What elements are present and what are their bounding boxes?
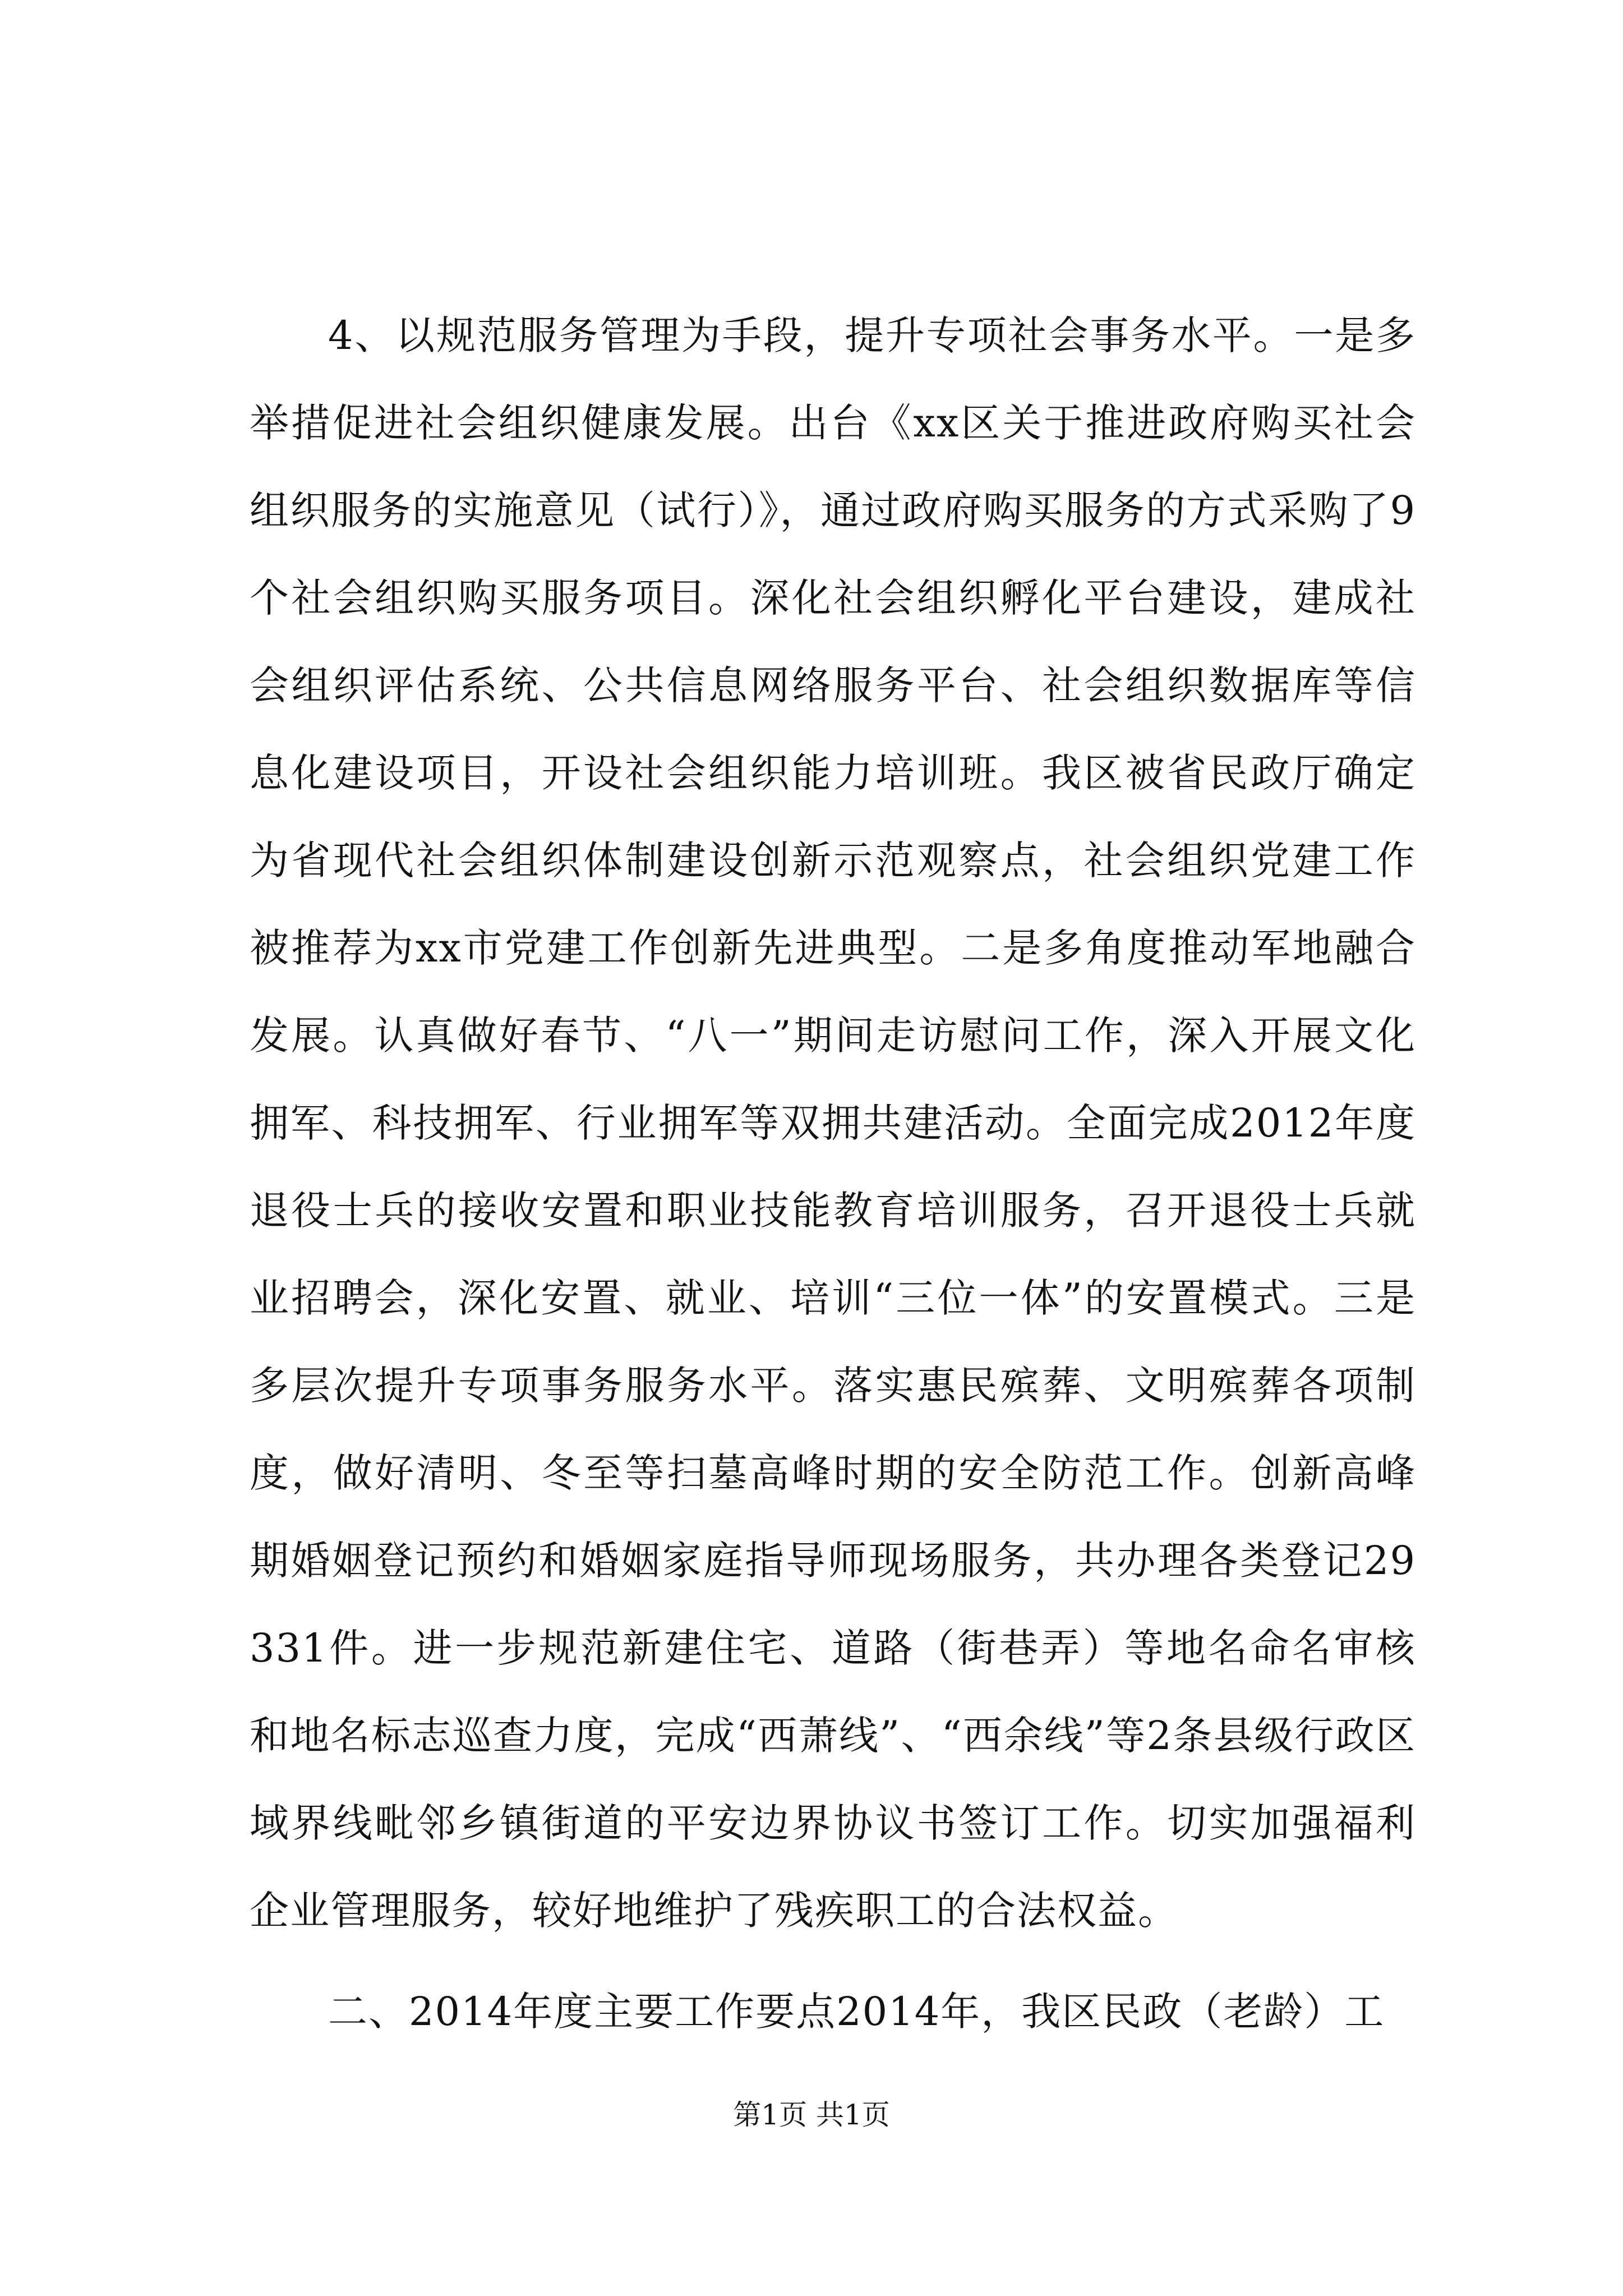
paragraph-2014-work-points: 二、2014年度主要工作要点2014年，我区民政（老龄）工 bbox=[328, 1989, 1385, 2035]
document-body bbox=[250, 292, 1416, 2055]
page-footer: 第1页 共1页 bbox=[733, 2099, 890, 2131]
paragraph-social-affairs: 4、以规范服务管理为手段，提升专项社会事务水平。一是多举措促进社会组织健康发展。出台《xx区关于推进政府购买社会组织服务的实施意见（试行）》，通过政府购买服务的方式采购了9个社会组织购买服务项目。深化社会组织孵化平台建设，建成社会组织评估系统、公共信息网络服务平台、社会组织数据库等信息化建设项目，开设社会组织能力培训班。我区被省民政厅确定为省现代社会组织体制建设创新示范观察点，社会组织党建工作被推荐为xx市党建工作创新先进典型。二是多角度推动军地融合发展。认真做好春节、“八一”期间走访慰问工作，深入开展文化拥军、科技拥军、行业拥军等双拥共建活动。全面完成2012年度退役士兵的接收安置和职业技能教育培训服务，召开退役士兵就业招聘会，深化安置、就业、培训“三位一体”的安置模式。三是多层次提升专项事务服务水平。落实惠民殡葬、文明殡葬各项制度，做好清明、冬至等扫墓高峰时期的安全防范工作。创新高峰期婚姻登记预约和婚姻家庭指导师现场服务，共办理各类登记29331件。进一步规范新建住宅、道路（街巷弄）等地名命名审核和地名标志巡查力度，完成“西萧线”、“西余线”等2条县级行政区域界线毗邻乡镇街道的平安边界协议书签订工作。切实加强福利企业管理服务，较好地维护了残疾职工的合法权益。 bbox=[250, 312, 1416, 1934]
